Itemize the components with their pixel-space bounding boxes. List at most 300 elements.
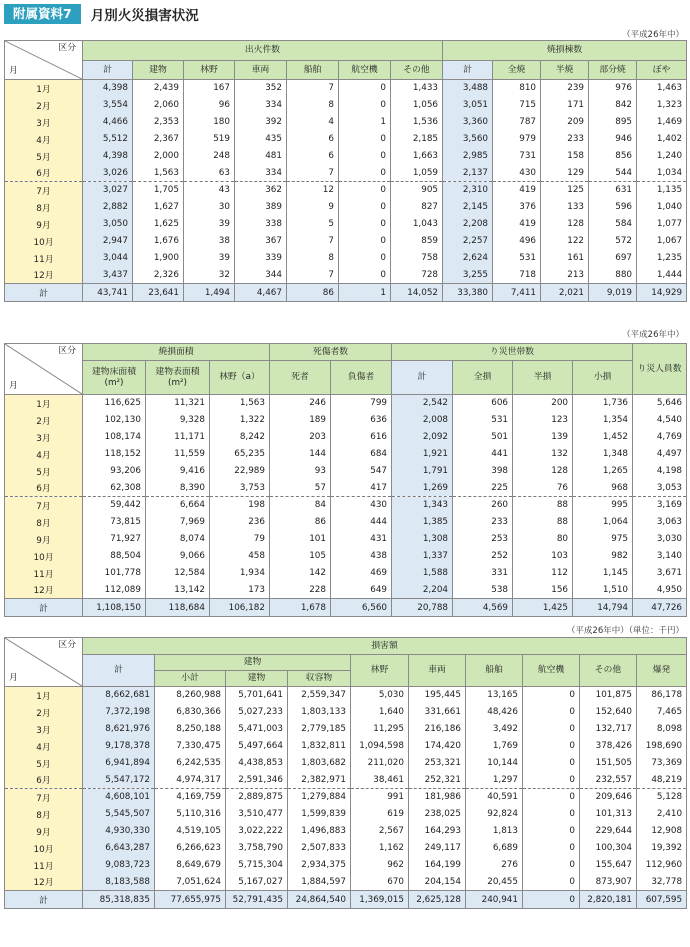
- table-row: [5, 165, 687, 182]
- value-cell: 8,390: [146, 480, 210, 497]
- table2-col-half-loss: 半損: [513, 361, 573, 395]
- value-cell: 229,644: [580, 823, 637, 840]
- value-cell: 1,496,883: [288, 823, 351, 840]
- total-cell: 2,021: [541, 284, 589, 302]
- value-cell: 2,934,375: [288, 857, 351, 874]
- value-cell: 71,927: [83, 531, 146, 548]
- table-row: [5, 582, 687, 599]
- value-cell: 101: [270, 531, 331, 548]
- value-cell: 2,310: [443, 182, 493, 199]
- value-cell: 125: [541, 182, 589, 199]
- value-cell: 1,279,884: [288, 789, 351, 806]
- value-cell: 501: [453, 429, 513, 446]
- value-cell: 73,369: [637, 755, 687, 772]
- value-cell: 338: [235, 216, 287, 233]
- table3-col-aircraft: 航空機: [523, 655, 580, 687]
- value-cell: 108,174: [83, 429, 146, 446]
- table1-col-buildings-partial: 部分焼: [589, 61, 637, 80]
- month-cell: 5月: [5, 463, 83, 480]
- value-cell: 0: [339, 250, 391, 267]
- value-cell: 419: [493, 216, 541, 233]
- value-cell: 435: [235, 131, 287, 148]
- month-cell: 11月: [5, 565, 83, 582]
- table2-group-households: り災世帯数: [392, 344, 633, 361]
- month-cell: 5月: [5, 148, 83, 165]
- value-cell: 417: [331, 480, 392, 497]
- total-cell: 4,569: [453, 599, 513, 617]
- value-cell: 873,907: [580, 874, 637, 891]
- value-cell: 1,385: [392, 514, 453, 531]
- table-row: [5, 772, 687, 789]
- value-cell: 6,643,287: [83, 840, 155, 857]
- value-cell: 431: [331, 531, 392, 548]
- value-cell: 2,145: [443, 199, 493, 216]
- value-cell: 1,323: [637, 97, 687, 114]
- value-cell: 5,128: [637, 789, 687, 806]
- value-cell: 164,293: [409, 823, 466, 840]
- value-cell: 253,321: [409, 755, 466, 772]
- table-row: [5, 250, 687, 267]
- value-cell: 48,426: [466, 704, 523, 721]
- table3-corner-header: [5, 638, 83, 687]
- total-cell: 2,625,128: [409, 891, 466, 909]
- value-cell: 715: [493, 97, 541, 114]
- value-cell: 1,803,682: [288, 755, 351, 772]
- value-cell: 606: [453, 395, 513, 412]
- value-cell: 334: [235, 165, 287, 182]
- corner-category-label: 区分: [58, 43, 76, 53]
- value-cell: 2,947: [83, 233, 133, 250]
- value-cell: 1,588: [392, 565, 453, 582]
- table-row: [5, 548, 687, 565]
- value-cell: 649: [331, 582, 392, 599]
- value-cell: 3,437: [83, 267, 133, 284]
- month-cell: 5月: [5, 755, 83, 772]
- page-title: 月別火災損害状況: [90, 8, 199, 24]
- table2-col-persons: り災人員数: [633, 344, 687, 395]
- value-cell: 2,326: [133, 267, 184, 284]
- value-cell: 5,110,316: [155, 806, 226, 823]
- value-cell: 2,382,971: [288, 772, 351, 789]
- value-cell: 1,265: [573, 463, 633, 480]
- value-cell: 3,169: [633, 497, 687, 514]
- table2-col-injured: 負傷者: [331, 361, 392, 395]
- value-cell: 43: [184, 182, 235, 199]
- value-cell: 1,034: [637, 165, 687, 182]
- value-cell: 1,640: [351, 704, 409, 721]
- value-cell: 225: [453, 480, 513, 497]
- value-cell: 842: [589, 97, 637, 114]
- value-cell: 8,098: [637, 721, 687, 738]
- value-cell: 2,353: [133, 114, 184, 131]
- damage-area-table: [4, 343, 687, 617]
- value-cell: 4,398: [83, 148, 133, 165]
- value-cell: 2,060: [133, 97, 184, 114]
- value-cell: 1: [339, 114, 391, 131]
- value-cell: 232,557: [580, 772, 637, 789]
- value-cell: 4,497: [633, 446, 687, 463]
- value-cell: 6,266,623: [155, 840, 226, 857]
- value-cell: 5,545,507: [83, 806, 155, 823]
- value-cell: 7: [287, 233, 339, 250]
- value-cell: 5,701,641: [226, 687, 288, 704]
- value-cell: 151,505: [580, 755, 637, 772]
- value-cell: 697: [589, 250, 637, 267]
- value-cell: 1,832,811: [288, 738, 351, 755]
- value-cell: 40,591: [466, 789, 523, 806]
- value-cell: 198: [210, 497, 270, 514]
- value-cell: 2,559,347: [288, 687, 351, 704]
- value-cell: 8,260,988: [155, 687, 226, 704]
- value-cell: 1,235: [637, 250, 687, 267]
- value-cell: 344: [235, 267, 287, 284]
- appendix-badge: 附属資料7: [4, 4, 81, 24]
- value-cell: 596: [589, 199, 637, 216]
- total-cell: 106,182: [210, 599, 270, 617]
- month-cell: 9月: [5, 823, 83, 840]
- corner-month-label: 月: [9, 672, 18, 683]
- value-cell: 3,030: [633, 531, 687, 548]
- value-cell: 96: [184, 97, 235, 114]
- total-label: 計: [5, 891, 83, 909]
- total-cell: 2,820,181: [580, 891, 637, 909]
- table-row: [5, 874, 687, 891]
- value-cell: 102,130: [83, 412, 146, 429]
- total-cell: 33,380: [443, 284, 493, 302]
- table2-note: （平成26年中）: [622, 330, 684, 340]
- value-cell: 174,420: [409, 738, 466, 755]
- value-cell: 531: [493, 250, 541, 267]
- table1-col-fires-forest: 林野: [184, 61, 235, 80]
- value-cell: 616: [331, 429, 392, 446]
- value-cell: 1,813: [466, 823, 523, 840]
- value-cell: 92,824: [466, 806, 523, 823]
- value-cell: 3,510,477: [226, 806, 288, 823]
- value-cell: 3,053: [633, 480, 687, 497]
- table-row: [5, 148, 687, 165]
- value-cell: 276: [466, 857, 523, 874]
- total-cell: 43,741: [83, 284, 133, 302]
- table1-corner-header: [5, 41, 83, 80]
- table3-group-damage: 損害額: [83, 638, 687, 655]
- value-cell: 1,452: [573, 429, 633, 446]
- value-cell: 3,255: [443, 267, 493, 284]
- value-cell: 880: [589, 267, 637, 284]
- table-row: [5, 412, 687, 429]
- value-cell: 1,067: [637, 233, 687, 250]
- value-cell: 458: [210, 548, 270, 565]
- value-cell: 419: [493, 182, 541, 199]
- table-row: [5, 446, 687, 463]
- table1-col-fires-ship: 船舶: [287, 61, 339, 80]
- month-cell: 7月: [5, 497, 83, 514]
- value-cell: 116,625: [83, 395, 146, 412]
- value-cell: 203: [270, 429, 331, 446]
- corner-category-label: 区分: [58, 640, 76, 650]
- value-cell: 6,941,894: [83, 755, 155, 772]
- total-row: [5, 284, 687, 302]
- value-cell: 670: [351, 874, 409, 891]
- value-cell: 392: [235, 114, 287, 131]
- value-cell: 619: [351, 806, 409, 823]
- value-cell: 2,567: [351, 823, 409, 840]
- corner-month-label: 月: [9, 380, 18, 391]
- value-cell: 11,171: [146, 429, 210, 446]
- value-cell: 213: [541, 267, 589, 284]
- value-cell: 57: [270, 480, 331, 497]
- value-cell: 968: [573, 480, 633, 497]
- value-cell: 38,461: [351, 772, 409, 789]
- value-cell: 1,444: [637, 267, 687, 284]
- month-cell: 2月: [5, 412, 83, 429]
- value-cell: 799: [331, 395, 392, 412]
- table-row: [5, 199, 687, 216]
- value-cell: 88,504: [83, 548, 146, 565]
- total-cell: 1,369,015: [351, 891, 409, 909]
- value-cell: 88: [513, 497, 573, 514]
- value-cell: 2,367: [133, 131, 184, 148]
- value-cell: 0: [523, 772, 580, 789]
- value-cell: 0: [339, 165, 391, 182]
- total-cell: 47,726: [633, 599, 687, 617]
- value-cell: 1,705: [133, 182, 184, 199]
- value-cell: 1,463: [637, 80, 687, 97]
- value-cell: 1,040: [637, 199, 687, 216]
- value-cell: 3,051: [443, 97, 493, 114]
- value-cell: 0: [339, 182, 391, 199]
- value-cell: 1,563: [210, 395, 270, 412]
- corner-month-label: 月: [9, 65, 18, 76]
- value-cell: 4,198: [633, 463, 687, 480]
- total-cell: 7,411: [493, 284, 541, 302]
- total-cell: 23,641: [133, 284, 184, 302]
- value-cell: 378,426: [580, 738, 637, 755]
- table1-col-fires-aircraft: 航空機: [339, 61, 391, 80]
- value-cell: 181,986: [409, 789, 466, 806]
- value-cell: 5,167,027: [226, 874, 288, 891]
- value-cell: 101,778: [83, 565, 146, 582]
- value-cell: 636: [331, 412, 392, 429]
- table2-col-small-loss: 小損: [573, 361, 633, 395]
- value-cell: 0: [523, 704, 580, 721]
- value-cell: 684: [331, 446, 392, 463]
- value-cell: 7,465: [637, 704, 687, 721]
- value-cell: 1,402: [637, 131, 687, 148]
- table2-col-deaths: 死者: [270, 361, 331, 395]
- value-cell: 19,392: [637, 840, 687, 857]
- value-cell: 9,178,378: [83, 738, 155, 755]
- value-cell: 101,875: [580, 687, 637, 704]
- value-cell: 9,083,723: [83, 857, 155, 874]
- value-cell: 195,445: [409, 687, 466, 704]
- month-cell: 7月: [5, 182, 83, 199]
- table2-col-surface-area: 建物表面積 (m²): [146, 361, 210, 395]
- month-cell: 6月: [5, 165, 83, 182]
- value-cell: 995: [573, 497, 633, 514]
- value-cell: 1,297: [466, 772, 523, 789]
- value-cell: 441: [453, 446, 513, 463]
- month-cell: 3月: [5, 114, 83, 131]
- value-cell: 2,882: [83, 199, 133, 216]
- month-cell: 10月: [5, 548, 83, 565]
- value-cell: 3,044: [83, 250, 133, 267]
- value-cell: 572: [589, 233, 637, 250]
- value-cell: 118,152: [83, 446, 146, 463]
- table2-group-casualties: 死傷者数: [270, 344, 392, 361]
- value-cell: 4,769: [633, 429, 687, 446]
- table-row: [5, 789, 687, 806]
- month-cell: 1月: [5, 80, 83, 97]
- value-cell: 39: [184, 250, 235, 267]
- value-cell: 252: [453, 548, 513, 565]
- value-cell: 5,512: [83, 131, 133, 148]
- table2-corner-header: [5, 344, 83, 395]
- value-cell: 962: [351, 857, 409, 874]
- value-cell: 496: [493, 233, 541, 250]
- value-cell: 3,758,790: [226, 840, 288, 857]
- table-row: [5, 806, 687, 823]
- total-cell: 24,864,540: [288, 891, 351, 909]
- value-cell: 0: [523, 857, 580, 874]
- total-cell: 0: [523, 891, 580, 909]
- value-cell: 827: [391, 199, 443, 216]
- value-cell: 20,455: [466, 874, 523, 891]
- value-cell: 128: [513, 463, 573, 480]
- value-cell: 376: [493, 199, 541, 216]
- value-cell: 1,627: [133, 199, 184, 216]
- value-cell: 1,921: [392, 446, 453, 463]
- value-cell: 430: [493, 165, 541, 182]
- table1-group-buildings: 焼損棟数: [443, 41, 687, 61]
- value-cell: 331,661: [409, 704, 466, 721]
- value-cell: 5,646: [633, 395, 687, 412]
- value-cell: 209: [541, 114, 589, 131]
- value-cell: 228: [270, 582, 331, 599]
- value-cell: 155,647: [580, 857, 637, 874]
- value-cell: 1,135: [637, 182, 687, 199]
- value-cell: 0: [523, 874, 580, 891]
- value-cell: 2,889,875: [226, 789, 288, 806]
- value-cell: 1,676: [133, 233, 184, 250]
- value-cell: 946: [589, 131, 637, 148]
- value-cell: 0: [339, 148, 391, 165]
- value-cell: 367: [235, 233, 287, 250]
- value-cell: 11,295: [351, 721, 409, 738]
- value-cell: 204,154: [409, 874, 466, 891]
- value-cell: 239: [541, 80, 589, 97]
- month-cell: 7月: [5, 789, 83, 806]
- month-cell: 1月: [5, 395, 83, 412]
- value-cell: 1,900: [133, 250, 184, 267]
- value-cell: 6: [287, 131, 339, 148]
- value-cell: 253: [453, 531, 513, 548]
- value-cell: 631: [589, 182, 637, 199]
- value-cell: 905: [391, 182, 443, 199]
- value-cell: 171: [541, 97, 589, 114]
- month-cell: 2月: [5, 704, 83, 721]
- value-cell: 105: [270, 548, 331, 565]
- value-cell: 976: [589, 80, 637, 97]
- table-row: [5, 531, 687, 548]
- value-cell: 389: [235, 199, 287, 216]
- month-cell: 12月: [5, 582, 83, 599]
- table3-col-building: 建物: [226, 671, 288, 687]
- value-cell: 112: [513, 565, 573, 582]
- table-row: [5, 97, 687, 114]
- table1-col-buildings-total: 計: [443, 61, 493, 80]
- value-cell: 6,664: [146, 497, 210, 514]
- value-cell: 5,547,172: [83, 772, 155, 789]
- value-cell: 4,466: [83, 114, 133, 131]
- value-cell: 3,753: [210, 480, 270, 497]
- total-cell: 1,494: [184, 284, 235, 302]
- total-label: 計: [5, 599, 83, 617]
- value-cell: 430: [331, 497, 392, 514]
- value-cell: 211,020: [351, 755, 409, 772]
- table1-col-buildings-full: 全焼: [493, 61, 541, 80]
- value-cell: 10,144: [466, 755, 523, 772]
- value-cell: 1,510: [573, 582, 633, 599]
- table3-col-explosion: 爆発: [637, 655, 687, 687]
- value-cell: 73,815: [83, 514, 146, 531]
- value-cell: 0: [523, 789, 580, 806]
- table1-note: （平成26年中）: [622, 30, 684, 40]
- value-cell: 2,208: [443, 216, 493, 233]
- value-cell: 731: [493, 148, 541, 165]
- value-cell: 30: [184, 199, 235, 216]
- value-cell: 122: [541, 233, 589, 250]
- total-cell: 85,318,835: [83, 891, 155, 909]
- value-cell: 246: [270, 395, 331, 412]
- value-cell: 3,560: [443, 131, 493, 148]
- value-cell: 5,471,003: [226, 721, 288, 738]
- month-cell: 12月: [5, 874, 83, 891]
- value-cell: 2,257: [443, 233, 493, 250]
- value-cell: 3,026: [83, 165, 133, 182]
- value-cell: 80: [513, 531, 573, 548]
- value-cell: 189: [270, 412, 331, 429]
- table2-group-area: 焼損面積: [83, 344, 270, 361]
- value-cell: 216,186: [409, 721, 466, 738]
- damage-amount-table: [4, 637, 687, 909]
- value-cell: 93: [270, 463, 331, 480]
- table-row: [5, 463, 687, 480]
- value-cell: 152,640: [580, 704, 637, 721]
- month-cell: 8月: [5, 514, 83, 531]
- value-cell: 9,066: [146, 548, 210, 565]
- value-cell: 8,242: [210, 429, 270, 446]
- value-cell: 2,779,185: [288, 721, 351, 738]
- value-cell: 248: [184, 148, 235, 165]
- month-cell: 2月: [5, 97, 83, 114]
- value-cell: 3,050: [83, 216, 133, 233]
- value-cell: 158: [541, 148, 589, 165]
- value-cell: 0: [523, 738, 580, 755]
- value-cell: 88: [513, 514, 573, 531]
- value-cell: 8,250,188: [155, 721, 226, 738]
- value-cell: 59,442: [83, 497, 146, 514]
- value-cell: 12: [287, 182, 339, 199]
- value-cell: 991: [351, 789, 409, 806]
- total-cell: 86: [287, 284, 339, 302]
- value-cell: 1,056: [391, 97, 443, 114]
- value-cell: 11,321: [146, 395, 210, 412]
- table2-col-forest: 林野（a）: [210, 361, 270, 395]
- table-row: [5, 514, 687, 531]
- month-cell: 10月: [5, 840, 83, 857]
- total-cell: 9,019: [589, 284, 637, 302]
- value-cell: 112,089: [83, 582, 146, 599]
